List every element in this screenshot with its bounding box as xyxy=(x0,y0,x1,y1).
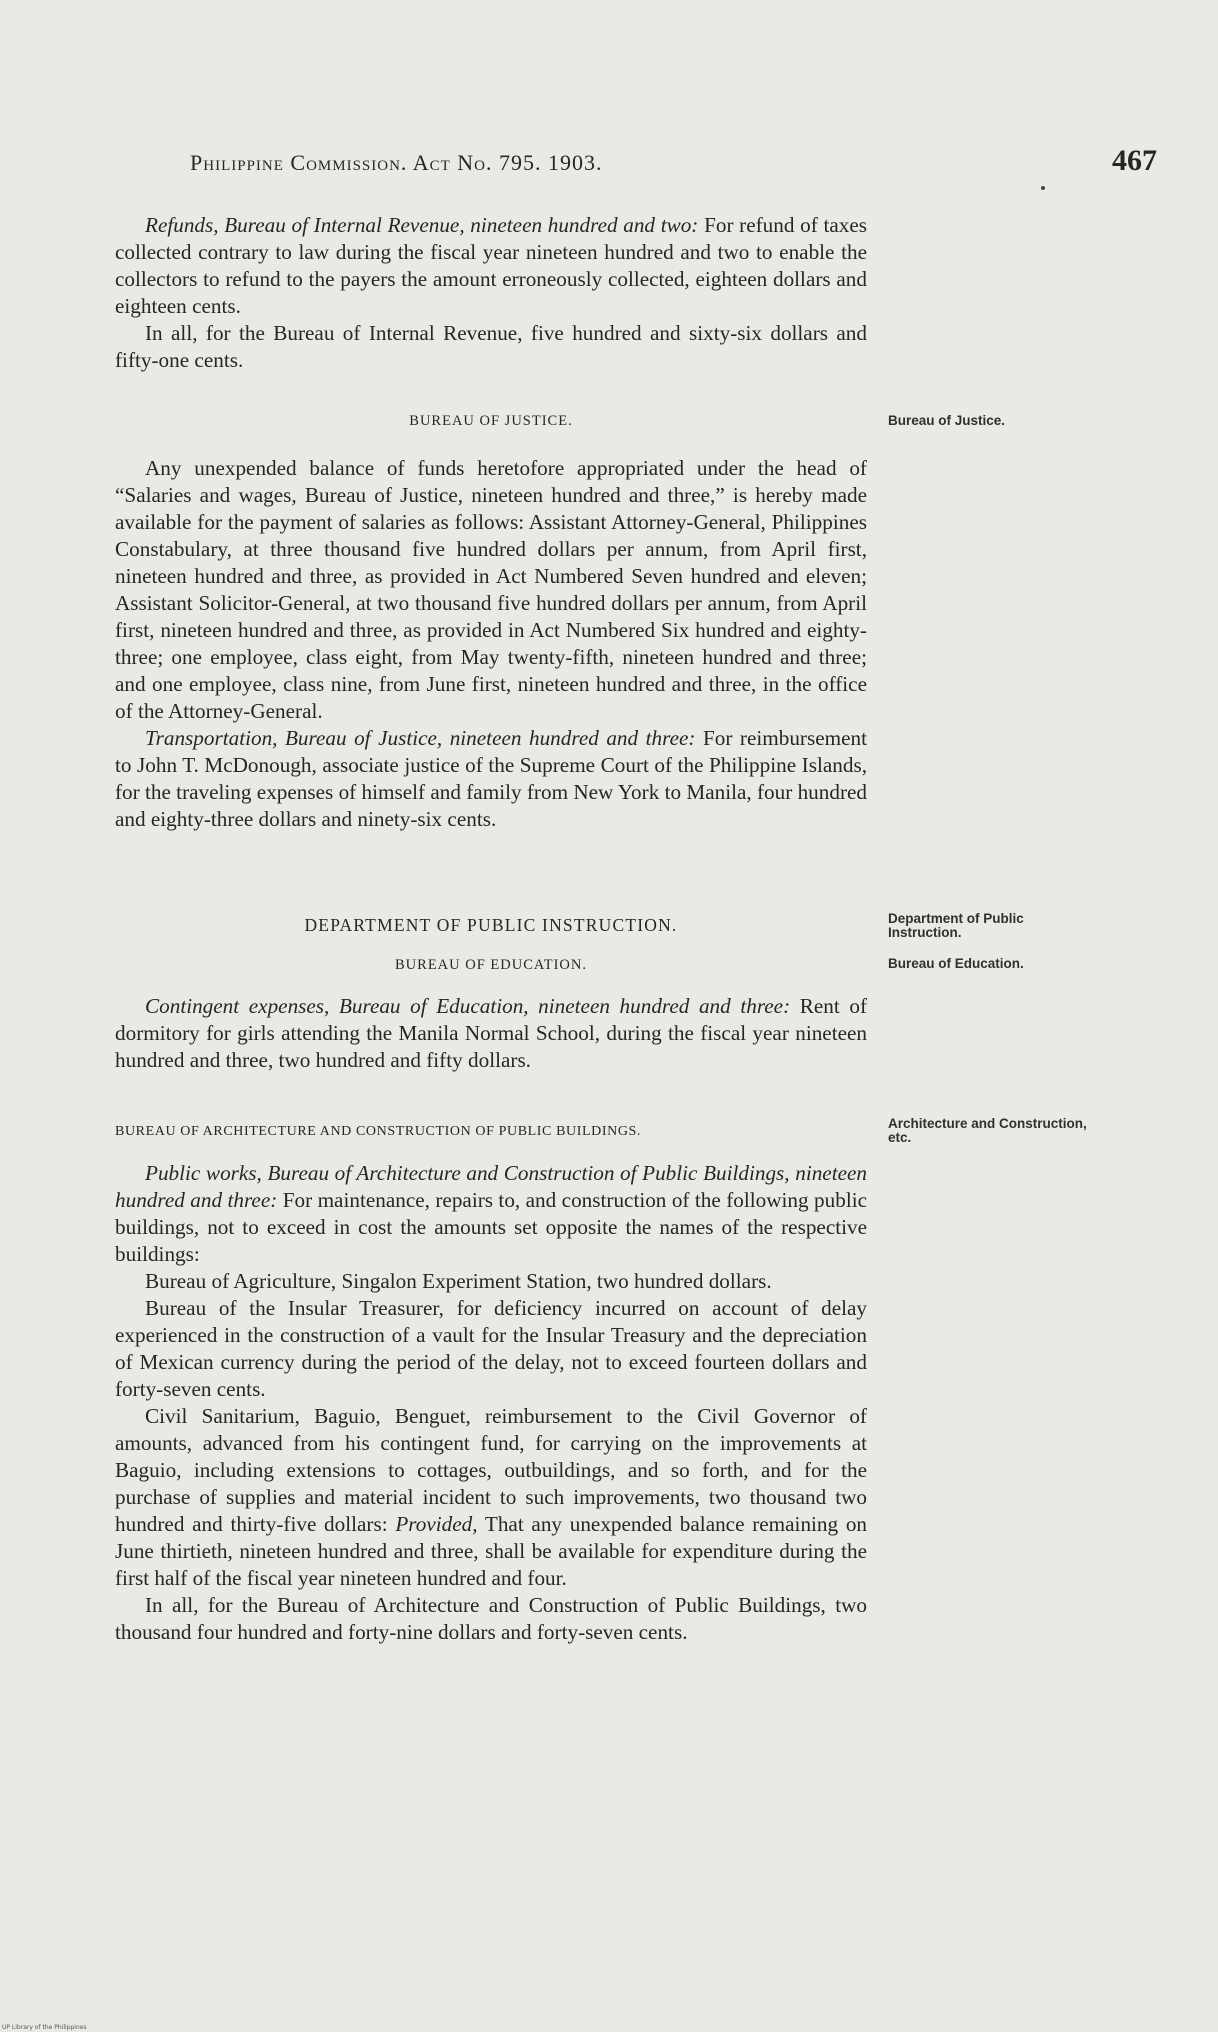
architecture-total: In all, for the Bureau of Architecture and Construction of Public Buildings, two thousand four hundred and forty-nine dollars and forty-seven cents. xyxy=(115,1593,867,1644)
margin-note-architecture: Architecture and Construction, etc. xyxy=(888,1116,1087,1145)
heading-department-public-instruction: DEPARTMENT OF PUBLIC INSTRUCTION. xyxy=(304,915,678,935)
refunds-heading: Refunds, Bureau of Internal Revenue, nineteen hundred and two: xyxy=(145,213,699,237)
scan-footer: UP Library of the Philippines xyxy=(2,2024,87,2031)
contingent-paragraph xyxy=(115,993,867,1074)
public-works-heading: Public works, Bureau of Architecture and Construction of Public Buildings, nineteen hundred and three: xyxy=(115,1161,867,1212)
civil-sanitarium-proviso: That any unexpended balance remaining on June thirtieth, nineteen hundred and three, shall be available for expenditure during the first half of the fiscal year nineteen hundred and four. xyxy=(115,1512,868,1590)
running-title: Philippine Commission. Act No. 795. 1903. xyxy=(190,150,603,175)
heading-bureau-of-education: BUREAU OF EDUCATION. xyxy=(395,957,587,973)
contingent-heading: Contingent expenses, Bureau of Education, nineteen hundred and three: xyxy=(145,994,791,1018)
heading-bureau-of-justice: BUREAU OF JUSTICE. xyxy=(409,413,573,429)
heading-architecture-bureau: BUREAU OF ARCHITECTURE AND CONSTRUCTION OF PUBLIC BUILDINGS. xyxy=(115,1124,642,1139)
transportation-text: For reimbursement to John T. McDonough, associate justice of the Supreme Court of the Philippine Islands, for the traveling expenses of himself and family from New York to Manila, four hundred and eighty-three dollars and ninety-six cents. xyxy=(115,726,867,831)
treasurer-item: Bureau of the Insular Treasurer, for deficiency incurred on account of delay experienced in the construction of a vault for the Insular Treasury and the depreciation of Mexican currency during the period of the delay, not to exceed fourteen dollars and forty-seven cents. xyxy=(115,1296,867,1401)
margin-note-justice: Bureau of Justice. xyxy=(888,413,1006,428)
margin-note-department: Department of Public Instruction. xyxy=(888,911,1024,940)
public-works-text: For maintenance, repairs to, and construction of the following public buildings, not to exceed in cost the amounts set opposite the names of the respective buildings: xyxy=(115,1188,868,1266)
architecture-block xyxy=(115,1160,867,1646)
transportation-heading: Transportation, Bureau of Justice, nineteen hundred and three: xyxy=(145,726,696,750)
refunds-text: For refund of taxes collected contrary to law during the fiscal year nineteen hundred and two to enable the collectors to refund to the payers the amount erroneously collected, eighteen dollars and eighteen cents. xyxy=(115,213,867,318)
refunds-paragraph xyxy=(115,212,867,320)
agriculture-item: Bureau of Agriculture, Singalon Experiment Station, two hundred dollars. xyxy=(145,1269,772,1293)
refunds-block xyxy=(115,212,867,374)
provided-keyword: Provided, xyxy=(395,1512,478,1536)
civil-sanitarium-item xyxy=(115,1403,867,1592)
margin-note-education: Bureau of Education. xyxy=(888,956,1024,971)
justice-paragraph: Any unexpended balance of funds heretofore appropriated under the head of “Salaries and wages, Bureau of Justice, nineteen hundred and three,” is hereby made available for the payment of salaries as follows: Assistant Attorney-General, Philippines Constabulary, at three thousand five hundred dollars per annum, from April first, nineteen hundred and three, as provided in Act Numbered Seven hundred and eleven; Assistant Solicitor-General, at two thousand five hundred dollars per annum, from April first, nineteen hundred and three, as provided in Act Numbered Six hundred and eighty-three; one employee, class eight, from May twenty-fifth, nineteen hundred and three; and one employee, class nine, from June first, nineteen hundred and three, in the office of the Attorney-General. xyxy=(115,456,867,723)
public-works-paragraph xyxy=(115,1160,867,1268)
justice-block xyxy=(115,455,867,833)
speck xyxy=(1041,186,1045,190)
civil-sanitarium-text: Civil Sanitarium, Baguio, Benguet, reimbursement to the Civil Governor of amounts, advanced from his contingent fund, for carrying on the improvements at Baguio, including extensions to cottages, outbuildings, and so forth, and for the purchase of supplies and material incident to such improvements, two thousand two hundred and thirty-five dollars: xyxy=(115,1404,867,1536)
page-number: 467 xyxy=(1112,144,1157,177)
transportation-paragraph xyxy=(115,725,867,833)
contingent-text: Rent of dormitory for girls attending the Manila Normal School, during the fiscal year nineteen hundred and three, two hundred and fifty dollars. xyxy=(115,994,867,1072)
education-block xyxy=(115,993,867,1074)
internal-revenue-total: In all, for the Bureau of Internal Revenue, five hundred and sixty-six dollars and fifty-one cents. xyxy=(115,321,867,372)
